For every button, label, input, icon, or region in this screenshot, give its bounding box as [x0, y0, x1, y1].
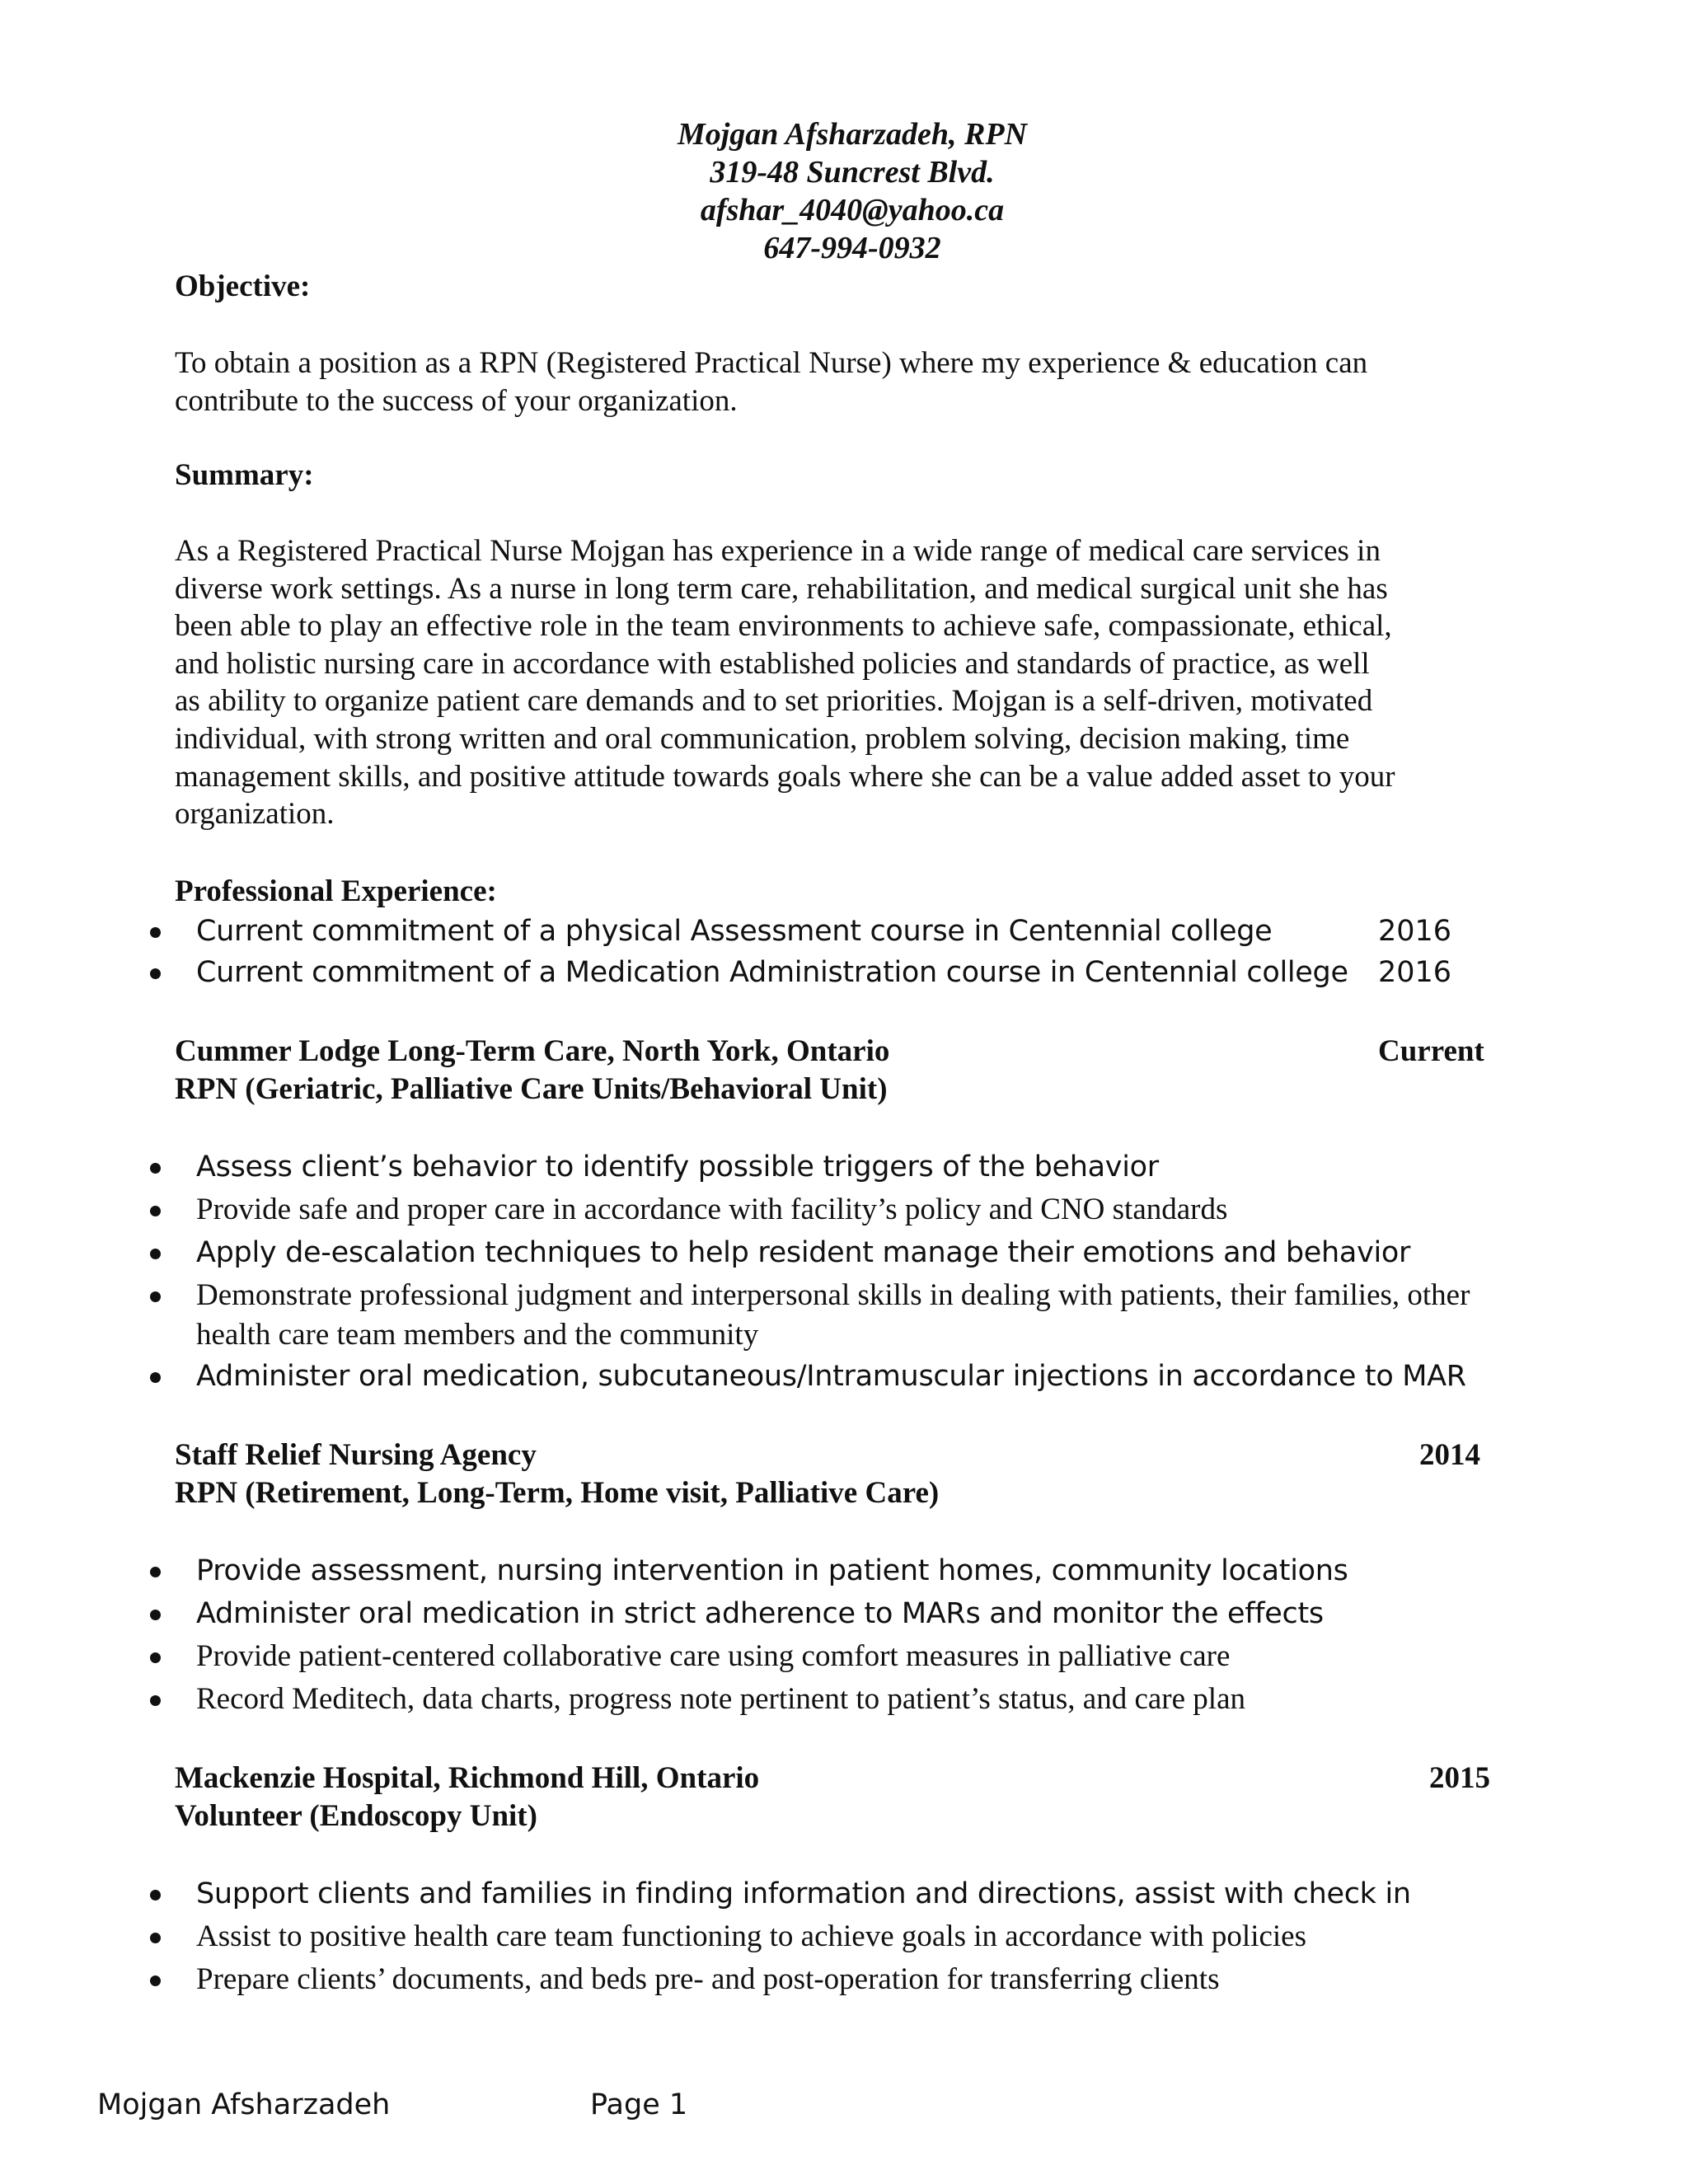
bullet-icon	[150, 1567, 161, 1577]
footer-page-number: Page 1	[590, 2088, 688, 2121]
bullet-icon	[150, 1652, 161, 1663]
job-bullet-text: Provide assessment, nursing intervention in patient homes, community locations	[196, 1554, 1348, 1587]
objective-line: contribute to the success of your organization.	[175, 383, 738, 418]
bullet-icon	[150, 1890, 161, 1900]
bullet-icon	[150, 1975, 161, 1986]
job-bullet-text: Administer oral medication in strict adherence to MARs and monitor the effects	[196, 1597, 1324, 1630]
summary-line: As a Registered Practical Nurse Mojgan has experience in a wide range of medical care services in	[175, 534, 1381, 568]
summary-text	[175, 532, 1510, 833]
job-role: RPN (Retirement, Long-Term, Home visit, Palliative Care)	[175, 1476, 940, 1510]
summary-heading: Summary:	[175, 458, 314, 492]
objective-heading: Objective:	[175, 269, 311, 303]
course-text: Current commitment of a physical Assessment course in Centennial college	[196, 915, 1273, 948]
job-bullet-text: Apply de-escalation techniques to help resident manage their emotions and behavior	[196, 1236, 1411, 1269]
course-text: Current commitment of a Medication Administration course in Centennial college	[196, 956, 1348, 989]
job-bullet-continuation: health care team members and the community	[196, 1318, 759, 1352]
job-date: 2014	[1419, 1438, 1480, 1472]
bullet-icon	[150, 1933, 161, 1943]
objective-line: To obtain a position as a RPN (Registered Practical Nurse) where my experience & education can	[175, 346, 1368, 380]
bullet-icon	[150, 1206, 161, 1216]
job-bullet-text: Provide safe and proper care in accordance with facility’s policy and CNO standards	[196, 1193, 1228, 1226]
bullet-icon	[150, 927, 161, 938]
job-bullet-text: Demonstrate professional judgment and interpersonal skills in dealing with patients, their families, other	[196, 1278, 1470, 1312]
summary-line: as ability to organize patient care demands and to set priorities. Mojgan is a self-driven, motivated	[175, 684, 1373, 719]
job-bullet-text: Administer oral medication, subcutaneous/Intramuscular injections in accordance to MAR	[196, 1360, 1466, 1393]
objective-text	[175, 344, 1510, 419]
job-bullet-text: Assess client’s behavior to identify possible triggers of the behavior	[196, 1151, 1159, 1183]
footer-name: Mojgan Afsharzadeh	[97, 2088, 391, 2121]
summary-line: organization.	[175, 797, 335, 832]
bullet-icon	[150, 1163, 161, 1174]
job-employer: Cummer Lodge Long-Term Care, North York, Ontario	[175, 1034, 890, 1068]
phone: 647-994-0932	[763, 231, 941, 265]
job-bullet-text: Support clients and families in finding information and directions, assist with check in	[196, 1877, 1411, 1910]
job-bullet-text: Prepare clients’ documents, and beds pre- and post-operation for transferring clients	[196, 1962, 1220, 1996]
job-role: RPN (Geriatric, Palliative Care Units/Behavioral Unit)	[175, 1072, 888, 1106]
address: 319-48 Suncrest Blvd.	[710, 155, 995, 190]
summary-line: diverse work settings. As a nurse in long term care, rehabilitation, and medical surgical unit she has	[175, 571, 1388, 606]
job-date: 2015	[1429, 1761, 1490, 1795]
summary-line: individual, with strong written and oral communication, problem solving, decision making, time	[175, 721, 1350, 756]
bullet-icon	[150, 1291, 161, 1302]
bullet-icon	[150, 1249, 161, 1259]
bullet-icon	[150, 1610, 161, 1620]
bullet-icon	[150, 1372, 161, 1383]
bullet-icon	[150, 1695, 161, 1706]
course-year: 2016	[1378, 915, 1452, 948]
summary-line: been able to play an effective role in the team environments to achieve safe, compassionate, ethical,	[175, 609, 1392, 644]
job-employer: Mackenzie Hospital, Richmond Hill, Ontario	[175, 1761, 760, 1795]
job-bullet-text: Provide patient-centered collaborative care using comfort measures in palliative care	[196, 1639, 1231, 1673]
job-employer: Staff Relief Nursing Agency	[175, 1438, 537, 1472]
summary-line: and holistic nursing care in accordance with established policies and standards of practice, as well	[175, 646, 1370, 681]
job-date: Current	[1378, 1034, 1484, 1068]
course-year: 2016	[1378, 956, 1452, 989]
resume-name: Mojgan Afsharzadeh, RPN	[677, 117, 1028, 152]
bullet-icon	[150, 968, 161, 979]
summary-line: management skills, and positive attitude towards goals where she can be a value added asset to your	[175, 759, 1395, 794]
job-bullet-text: Assist to positive health care team functioning to achieve goals in accordance with policies	[196, 1919, 1306, 1953]
job-bullet-text: Record Meditech, data charts, progress note pertinent to patient’s status, and care plan	[196, 1682, 1245, 1716]
experience-heading: Professional Experience:	[175, 874, 497, 908]
job-role: Volunteer (Endoscopy Unit)	[175, 1799, 537, 1833]
email: afshar_4040@yahoo.ca	[700, 193, 1005, 227]
